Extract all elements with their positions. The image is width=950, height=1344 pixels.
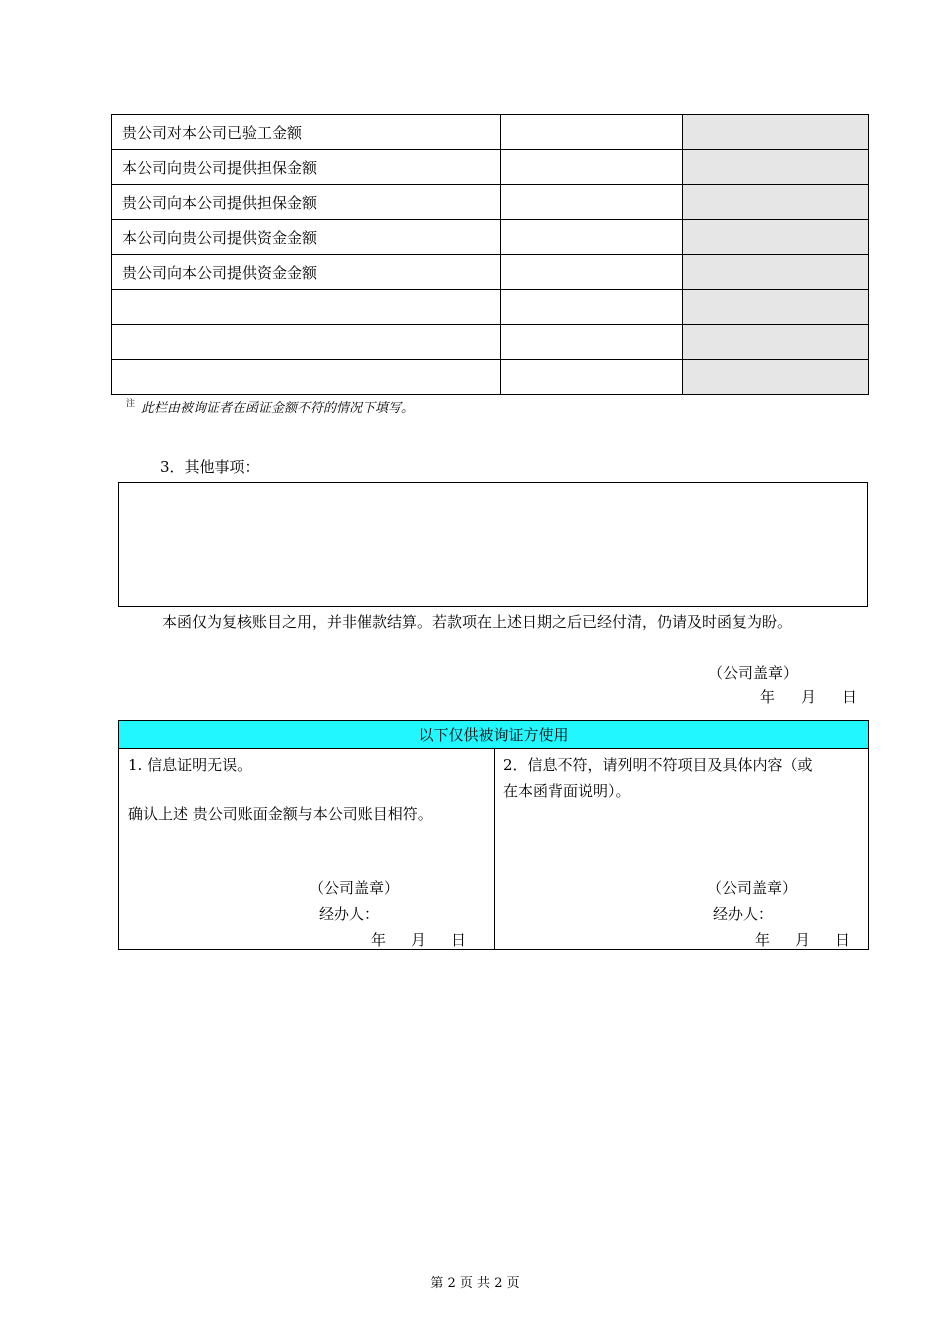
row-label bbox=[112, 325, 501, 360]
other-matters-box[interactable] bbox=[118, 482, 868, 607]
note-text: 此栏由被询证者在函证金额不符的情况下填写。 bbox=[141, 401, 415, 416]
right-month: 月 bbox=[795, 931, 811, 949]
right-date bbox=[755, 927, 850, 953]
confirmation-header: 以下仅供被询证方使用 bbox=[119, 721, 868, 749]
right-item-line2: 在本函背面说明）。 bbox=[503, 782, 631, 800]
note-marker: 注 bbox=[126, 399, 136, 409]
row-label: 贵公司向本公司提供资金金额 bbox=[112, 255, 501, 290]
table-row bbox=[112, 290, 869, 325]
discrepancy-cell[interactable] bbox=[683, 220, 869, 255]
page-footer: 第 2 页 共 2 页 bbox=[430, 1276, 520, 1291]
amount-cell[interactable] bbox=[501, 115, 683, 150]
table-row bbox=[112, 185, 869, 220]
section3-title: 3．其他事项： bbox=[160, 458, 260, 476]
discrepancy-cell[interactable] bbox=[683, 115, 869, 150]
table-note bbox=[126, 396, 414, 416]
right-seal: （公司盖章） bbox=[707, 879, 798, 897]
amount-cell[interactable] bbox=[501, 150, 683, 185]
discrepancy-cell[interactable] bbox=[683, 185, 869, 220]
left-month: 月 bbox=[411, 931, 427, 949]
right-item-line1: 2．信息不符，请列明不符项目及具体内容（或 bbox=[503, 756, 813, 774]
right-year: 年 bbox=[755, 931, 771, 949]
left-statement: 确认上述 贵公司账面金额与本公司账目相符。 bbox=[128, 805, 433, 823]
table-row bbox=[112, 325, 869, 360]
row-label: 贵公司对本公司已验工金额 bbox=[112, 115, 501, 150]
year-label: 年 bbox=[760, 688, 776, 706]
discrepancy-cell[interactable] bbox=[683, 360, 869, 395]
notice-text: 本函仅为复核账目之用，并非催款结算。若款项在上述日期之后已经付清，仍请及时函复为盼。 bbox=[162, 613, 793, 631]
amount-cell[interactable] bbox=[501, 255, 683, 290]
table-row bbox=[112, 255, 869, 290]
left-year: 年 bbox=[371, 931, 387, 949]
month-label: 月 bbox=[801, 688, 817, 706]
left-day: 日 bbox=[451, 931, 467, 949]
row-label: 本公司向贵公司提供资金金额 bbox=[112, 220, 501, 255]
left-seal: （公司盖章） bbox=[309, 879, 400, 897]
discrepancy-cell[interactable] bbox=[683, 325, 869, 360]
row-label: 本公司向贵公司提供担保金额 bbox=[112, 150, 501, 185]
right-handler: 经办人： bbox=[713, 905, 774, 923]
day-label: 日 bbox=[842, 688, 858, 706]
discrepancy-cell[interactable] bbox=[683, 255, 869, 290]
row-label bbox=[112, 290, 501, 325]
left-date bbox=[371, 927, 466, 953]
right-day: 日 bbox=[835, 931, 851, 949]
discrepancy-cell[interactable] bbox=[683, 150, 869, 185]
table-row bbox=[112, 360, 869, 395]
amount-cell[interactable] bbox=[501, 220, 683, 255]
row-label bbox=[112, 360, 501, 395]
seal-date bbox=[760, 686, 857, 707]
left-handler: 经办人： bbox=[319, 905, 380, 923]
table-row bbox=[112, 220, 869, 255]
confirmation-box bbox=[118, 720, 869, 950]
discrepancy-cell[interactable] bbox=[683, 290, 869, 325]
column-divider bbox=[494, 749, 495, 949]
left-item: 1. 信息证明无误。 bbox=[128, 756, 253, 774]
amount-cell[interactable] bbox=[501, 185, 683, 220]
table-row bbox=[112, 150, 869, 185]
amount-cell[interactable] bbox=[501, 290, 683, 325]
table-row bbox=[112, 115, 869, 150]
company-seal-label: （公司盖章） bbox=[708, 664, 799, 682]
amount-cell[interactable] bbox=[501, 360, 683, 395]
amount-cell[interactable] bbox=[501, 325, 683, 360]
amount-table bbox=[111, 114, 869, 395]
row-label: 贵公司向本公司提供担保金额 bbox=[112, 185, 501, 220]
